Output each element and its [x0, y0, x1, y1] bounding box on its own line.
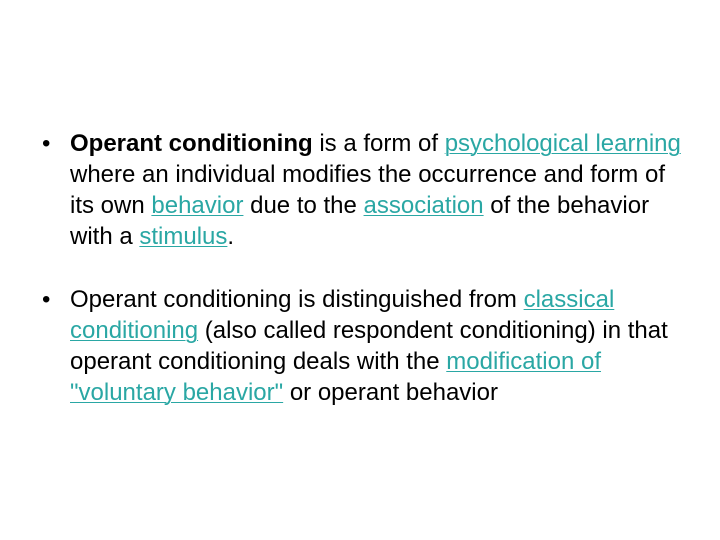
bullet-text: of the behavior with a	[70, 192, 650, 250]
bullet-text: is a form of	[312, 130, 445, 157]
bold-term: Operant conditioning	[70, 130, 313, 157]
link-psychological-learning[interactable]: psychological learning	[444, 130, 681, 157]
bullet-marker: •	[42, 286, 51, 313]
bullet-text: Operant conditioning is distinguished from	[70, 286, 524, 313]
bullet-text: due to the	[243, 192, 364, 219]
bullet-text: or operant behavior	[283, 379, 498, 406]
link-voluntary-behavior[interactable]: modification of "voluntary behavior"	[70, 348, 602, 406]
bullet-item-2	[42, 284, 692, 408]
bullet-text: (also called respondent conditioning) in that operant conditioning deals with the	[70, 317, 668, 375]
bullet-list	[42, 128, 692, 440]
link-association[interactable]: association	[363, 192, 484, 219]
link-behavior[interactable]: behavior	[151, 192, 244, 219]
bullet-item-1	[42, 128, 692, 252]
link-classical-conditioning[interactable]: classical conditioning	[70, 286, 615, 344]
bullet-marker: •	[42, 130, 51, 157]
bullet-text: where an individual modifies the occurrence and form of its own	[70, 161, 665, 219]
bullet-text: .	[227, 223, 235, 250]
link-stimulus[interactable]: stimulus	[139, 223, 228, 250]
